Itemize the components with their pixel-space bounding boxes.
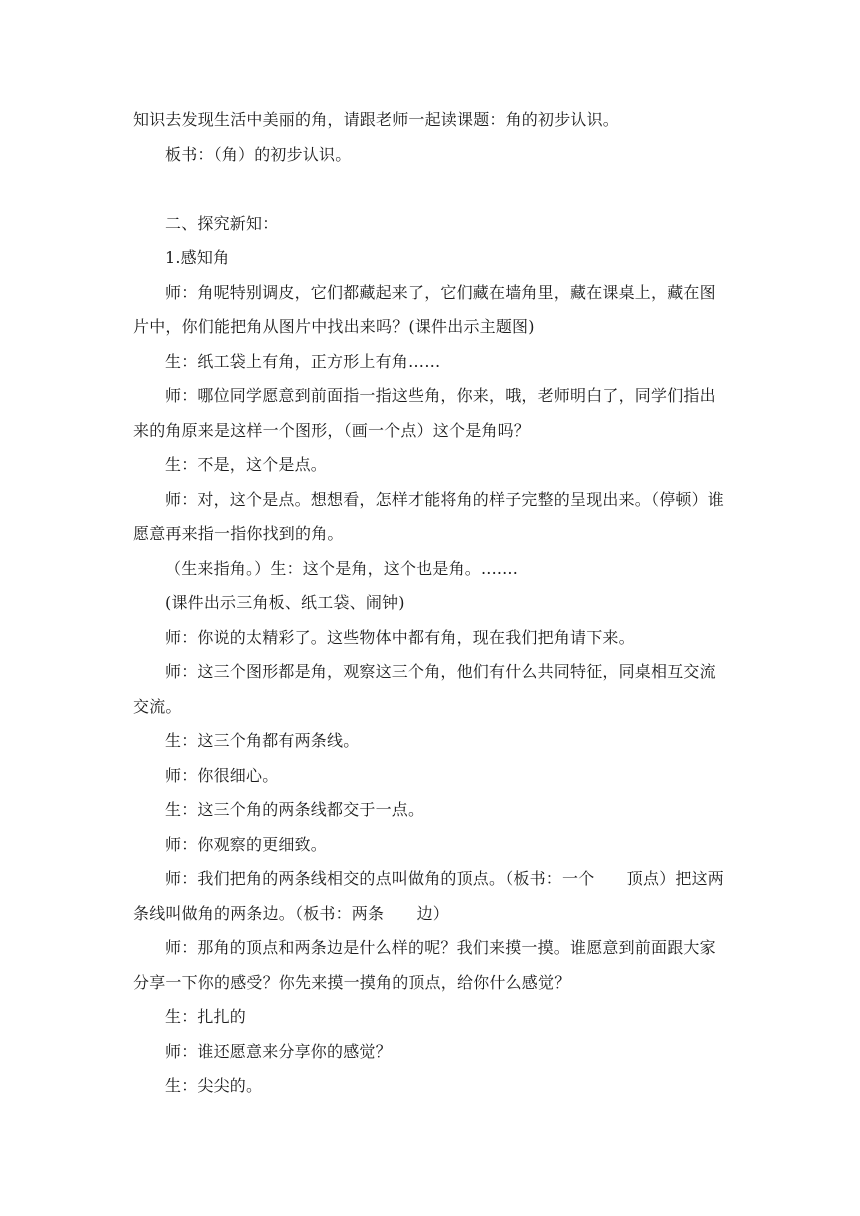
dialogue-paragraph: 师：那角的顶点和两条边是什么样的呢？我们来摸一摸。谁愿意到前面跟大家分享一下你的感受？你先来摸一摸角的顶点，给你什么感觉？: [133, 938, 716, 992]
dialogue-paragraph: 师：你很细心。: [165, 765, 279, 785]
dialogue-paragraph: 生：尖尖的。: [165, 1076, 263, 1095]
courseware-note: (课件出示三角板、纸工袋、闹钟): [165, 593, 405, 612]
subsection-heading: 1.感知角: [165, 248, 230, 267]
dialogue-paragraph: 师：你观察的更细致。: [165, 834, 328, 854]
dialogue-paragraph: 生：这三个角的两条线都交于一点。: [165, 800, 425, 819]
paragraph-spacer: [133, 172, 731, 207]
paragraph-intro: 知识去发现生活中美丽的角，请跟老师一起读课题：角的初步认识。: [133, 110, 620, 129]
dialogue-paragraph: 生：扎扎的: [165, 1007, 247, 1026]
dialogue-paragraph: 师：谁还愿意来分享你的感觉？: [165, 1041, 392, 1061]
dialogue-paragraph: 生：纸工袋上有角，正方形上有角……: [165, 351, 441, 371]
dialogue-paragraph: 生：这三个角都有两条线。: [165, 731, 360, 750]
dialogue-paragraph: 师：角呢特别调皮，它们都藏起来了，它们藏在墙角里，藏在课桌上，藏在图片中，你们能把角从图片中找出来吗？(课件出示主题图): [133, 282, 716, 336]
dialogue-paragraph: （生来指角。）生：这个是角，这个也是角。.......: [165, 558, 519, 578]
dialogue-paragraph: 师：我们把角的两条线相交的点叫做角的顶点。（板书：一个 顶点）把这两条线叫做角的两条边。（板书：两条 边）: [133, 869, 725, 923]
dialogue-paragraph: 师：哪位同学愿意到前面指一指这些角，你来，哦，老师明白了，同学们指出来的角原来是这样一个图形，（画一个点）这个是角吗？: [133, 386, 716, 440]
dialogue-paragraph: 师：对，这个是点。想想看，怎样才能将角的样子完整的呈现出来。（停顿）谁愿意再来指一指你找到的角。: [133, 489, 725, 543]
paragraph-board-title: 板书：（角）的初步认识。: [165, 144, 352, 164]
document-body: [133, 103, 731, 1104]
dialogue-paragraph: 师：你说的太精彩了。这些物体中都有角，现在我们把角请下来。: [165, 627, 635, 647]
dialogue-paragraph: 师：这三个图形都是角，观察这三个角，他们有什么共同特征，同桌相互交流交流。: [133, 662, 716, 716]
dialogue-paragraph: 生：不是，这个是点。: [165, 455, 328, 474]
section-heading: 二、探究新知：: [165, 213, 279, 233]
